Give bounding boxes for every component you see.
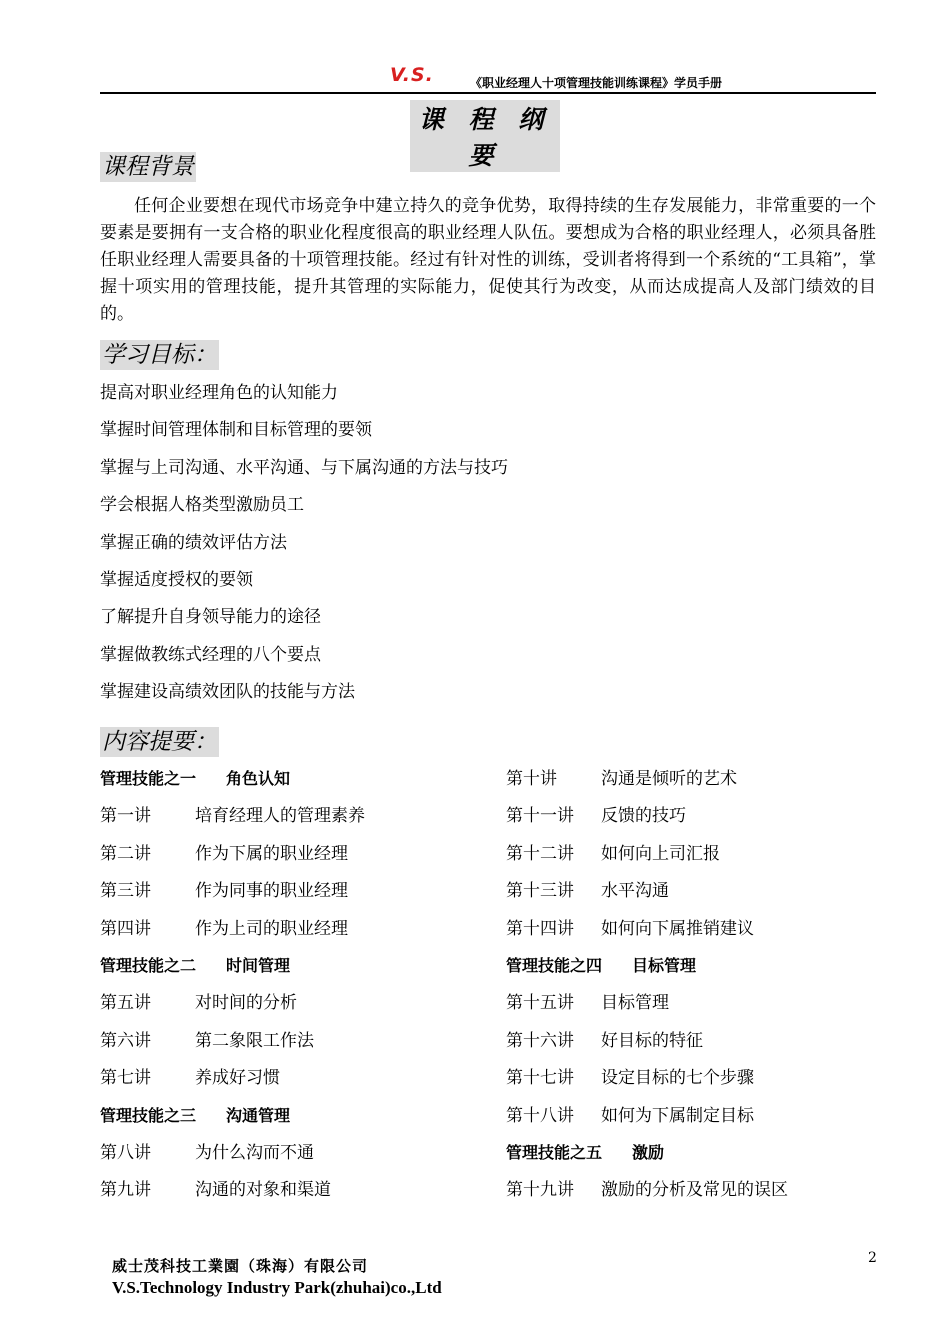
module-heading — [100, 767, 290, 791]
footer-company-en: V.S.Technology Industry Park(zhuhai)co.,Ltd — [112, 1278, 442, 1297]
lecture-number: 第八讲 — [100, 1143, 151, 1163]
lecture-title: 如何向上司汇报 — [601, 843, 720, 864]
lecture-number: 管理技能之四 — [506, 956, 603, 975]
footer-company-cn: 威士茂科技工業園（珠海）有限公司 — [112, 1257, 369, 1275]
lecture-number: 第十四讲 — [506, 918, 574, 939]
lecture-item — [100, 917, 348, 941]
lecture-item — [506, 879, 669, 903]
lecture-title: 养成好习惯 — [195, 1068, 280, 1089]
lecture-item — [506, 1066, 754, 1090]
lecture-title: 设定目标的七个步骤 — [601, 1068, 754, 1089]
lecture-title: 培育经理人的管理素养 — [195, 806, 365, 827]
lecture-title: 角色认知 — [226, 769, 291, 788]
lecture-title: 反馈的技巧 — [601, 806, 686, 827]
lecture-number: 第七讲 — [100, 1068, 151, 1089]
lecture-item — [506, 804, 686, 828]
section-heading-goals: 学习目标： — [102, 342, 217, 368]
lecture-number: 第十一讲 — [506, 806, 574, 827]
lecture-item — [506, 1029, 703, 1053]
lecture-item — [100, 842, 348, 866]
lecture-title: 沟通管理 — [226, 1105, 291, 1125]
lecture-title: 沟通是倾听的艺术 — [601, 769, 737, 789]
goal-item: 掌握时间管理体制和目标管理的要领 — [100, 420, 372, 441]
lecture-number: 第十五讲 — [506, 993, 574, 1014]
lecture-item — [100, 1178, 331, 1202]
lecture-number: 第十七讲 — [506, 1068, 574, 1089]
lecture-title: 如何为下属制定目标 — [601, 1105, 754, 1126]
goal-item: 了解提升自身领导能力的途径 — [100, 607, 321, 628]
lecture-number: 管理技能之三 — [100, 1105, 197, 1125]
lecture-item — [100, 991, 297, 1015]
lecture-item — [100, 1141, 314, 1165]
lecture-title: 激励的分析及常见的误区 — [601, 1180, 788, 1201]
page-header — [100, 62, 876, 94]
lecture-number: 管理技能之五 — [506, 1143, 603, 1162]
lecture-number: 第十三讲 — [506, 881, 574, 902]
lecture-item — [506, 991, 669, 1015]
background-paragraph: 任何企业要想在现代市场竞争中建立持久的竞争优势，取得持续的生存发展能力，非常重要的一个要素是要拥有一支合格的职业化程度很高的职业经理人队伍。要想成为合格的职业经理人，必须具备胜任职业经理人需要具备的十项管理技能。经过有针对性的训练，受训者将得到一个系统的“工具箱”，掌握十项实用的管理技能，提升其管理的实际能力，促使其行为改变，从而达成提高人及部门绩效的目的。 — [100, 196, 876, 324]
lecture-item — [506, 1178, 788, 1202]
lecture-number: 第十二讲 — [506, 843, 574, 864]
section-heading-background: 课程背景 — [102, 154, 194, 180]
goal-item: 掌握正确的绩效评估方法 — [100, 532, 287, 553]
lecture-item — [100, 1029, 314, 1053]
lecture-number: 第六讲 — [100, 1030, 151, 1051]
lecture-title: 激励 — [632, 1143, 665, 1162]
vs-logo: V.S. — [390, 64, 434, 86]
lecture-title: 作为上司的职业经理 — [195, 918, 348, 939]
lecture-item — [100, 804, 365, 828]
module-heading — [506, 1141, 664, 1165]
lecture-title: 时间管理 — [226, 956, 291, 975]
module-heading — [506, 954, 696, 978]
lecture-number: 第十六讲 — [506, 1030, 574, 1051]
lecture-title: 目标管理 — [601, 993, 669, 1014]
section-heading-outline: 内容提要： — [102, 729, 217, 755]
lecture-number: 管理技能之二 — [100, 956, 197, 975]
lecture-title: 沟通的对象和渠道 — [195, 1180, 331, 1201]
goal-item: 提高对职业经理角色的认知能力 — [100, 383, 338, 403]
page-title: 课 程 纲 要 — [410, 100, 560, 172]
lecture-item — [100, 879, 348, 903]
lecture-title: 为什么沟而不通 — [195, 1143, 314, 1163]
goal-item: 掌握适度授权的要领 — [100, 570, 253, 590]
lecture-number: 管理技能之一 — [100, 769, 197, 788]
lecture-number: 第五讲 — [100, 993, 151, 1014]
lecture-number: 第十八讲 — [506, 1105, 574, 1126]
lecture-title: 水平沟通 — [601, 881, 669, 902]
module-heading — [100, 1104, 290, 1128]
page-number: 2 — [868, 1250, 877, 1266]
goal-item: 掌握建设高绩效团队的技能与方法 — [100, 682, 355, 703]
lecture-item — [506, 917, 754, 941]
lecture-item — [506, 842, 720, 866]
lecture-title: 如何向下属推销建议 — [601, 918, 754, 939]
lecture-number: 第二讲 — [100, 843, 151, 864]
lecture-number: 第三讲 — [100, 881, 151, 902]
lecture-title: 目标管理 — [632, 956, 697, 975]
lecture-item — [506, 767, 737, 791]
goal-item: 学会根据人格类型激励员工 — [100, 495, 304, 516]
lecture-title: 作为下属的职业经理 — [195, 843, 348, 864]
lecture-number: 第十九讲 — [506, 1180, 574, 1201]
module-heading — [100, 954, 290, 978]
lecture-number: 第四讲 — [100, 918, 151, 939]
lecture-number: 第九讲 — [100, 1180, 151, 1201]
lecture-title: 作为同事的职业经理 — [195, 881, 348, 902]
goal-item: 掌握做教练式经理的八个要点 — [100, 644, 321, 665]
lecture-title: 好目标的特征 — [601, 1030, 703, 1051]
header-title: 《职业经理人十项管理技能训练课程》学员手册 — [470, 76, 723, 90]
goal-item: 掌握与上司沟通、水平沟通、与下属沟通的方法与技巧 — [100, 457, 508, 478]
lecture-number: 第十讲 — [506, 769, 557, 789]
lecture-item — [506, 1104, 754, 1128]
lecture-number: 第一讲 — [100, 806, 151, 827]
lecture-title: 第二象限工作法 — [195, 1030, 314, 1051]
lecture-item — [100, 1066, 280, 1090]
lecture-title: 对时间的分析 — [195, 993, 297, 1014]
